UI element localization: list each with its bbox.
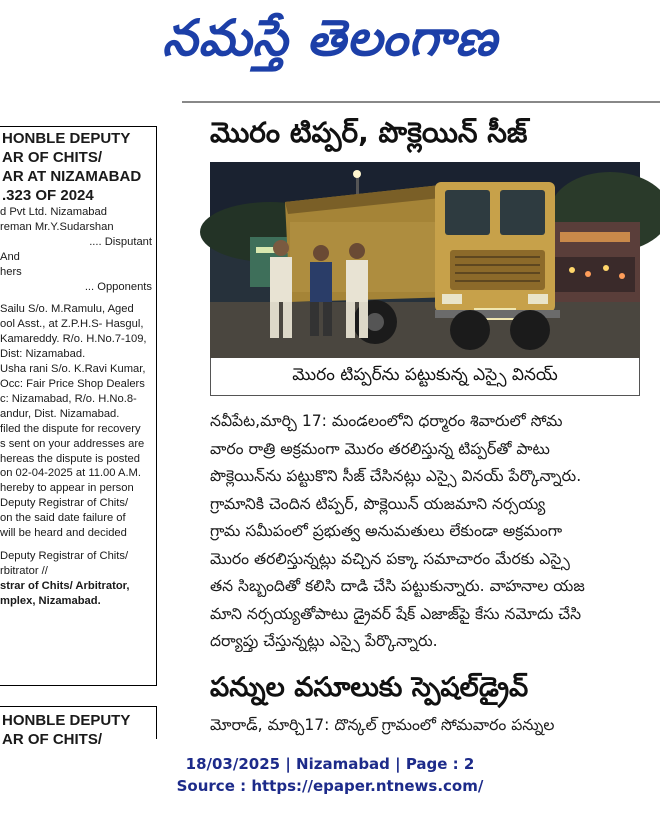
notice-line: strar of Chits/ Arbitrator,: [0, 579, 130, 592]
article-body-line: గ్రామానికి చెందిన టిప్పర్, పొక్లెయిన్ యజమాని నర్సయ్య: [210, 494, 546, 513]
news-photo: [210, 162, 640, 358]
article2-first-line: మోరాడ్, మార్చి17: దొన్కల్ గ్రామంలో సోమవారం పన్నుల: [210, 716, 555, 734]
article2-headline: పన్నుల వసూలుకు స్పెషల్‌డ్రైవ్: [210, 672, 529, 703]
masthead: [0, 0, 660, 88]
notice-heading-line: AR OF CHITS/: [2, 149, 102, 166]
notice-line: [0, 294, 156, 302]
notice-line: Dist: Nizamabad.: [0, 348, 86, 361]
notice-line: Deputy Registrar of Chits/: [0, 549, 129, 562]
article-body: [210, 408, 640, 656]
notice-line: ool Asst., at Z.P.H.S- Hasgul,: [0, 318, 144, 331]
legal-notice-2: [0, 706, 157, 748]
notice-line: reman Mr.Y.Sudarshan: [0, 220, 114, 233]
notice-heading-line: .323 OF 2024: [2, 187, 94, 204]
article-body-line: గ్రామ సమీపంలో ప్రభుత్వ అనుమతులు లేకుండా అక్రమంగా: [210, 522, 563, 540]
notice-line: c: Nizamabad, R/o. H.No.8-: [0, 392, 137, 405]
notice-line: hereby to appear in person: [0, 482, 134, 495]
notice2-heading: [0, 711, 156, 749]
notice-line: hers: [0, 265, 22, 278]
notice-line: on 02-04-2025 at 11.00 A.M.: [0, 467, 141, 480]
header-rule: [182, 101, 660, 103]
notice-line: .... Disputant: [89, 235, 152, 248]
notice-body: [0, 205, 156, 609]
article-body-line: పొక్లెయిన్‌ను పట్టుకొని సీజ్ చేసినట్లు ఎస్సై వినయ్ పేర్కొన్నారు.: [210, 467, 582, 485]
article-body-line: మొరం తరలిస్తున్నట్లు వచ్చిన పక్కా సమాచారం మేరకు ఎస్సై: [210, 549, 570, 568]
notice2-heading-line: HONBLE DEPUTY: [2, 712, 131, 729]
notice-line: [0, 541, 156, 549]
notice-line: ... Opponents: [84, 280, 152, 293]
article-body-line: తన సిబ్బందితో కలిసి దాడి చేసి పట్టుకున్నారు. వాహనాల యజ: [210, 577, 585, 595]
photo-caption: మొరం టిప్పర్‌ను పట్టుకున్న ఎస్సై వినయ్: [211, 358, 639, 395]
notice-line: mplex, Nizamabad.: [0, 594, 101, 607]
notice2-heading-line: AR OF CHITS/: [2, 731, 102, 748]
notice-heading: [0, 129, 156, 205]
article-body-line: మాని నర్సయ్యతోపాటు డ్రైవర్ షేక్ ఎజాజ్‌పై కేసు నమోదు చేసి: [210, 604, 582, 623]
notice-line: Occ: Fair Price Shop Dealers: [0, 377, 145, 390]
truck-photo: [210, 162, 640, 358]
notice-line: rbitrator //: [0, 564, 48, 577]
notice-line: will be heard and decided: [0, 527, 127, 540]
notice-line: andur, Dist. Nizamabad.: [0, 407, 120, 420]
notice-line: Deputy Registrar of Chits/: [0, 497, 129, 510]
notice-line: hereas the dispute is posted: [0, 452, 140, 465]
legal-notice: [0, 126, 157, 686]
notice-line: d Pvt Ltd. Nizamabad: [0, 206, 107, 218]
notice-heading-line: AR AT NIZAMABAD: [2, 168, 142, 185]
article-headline: మొరం టిప్పర్, పొక్లెయిన్ సీజ్: [210, 116, 528, 149]
notice-line: filed the dispute for recovery: [0, 422, 141, 435]
notice-line: s sent on your addresses are: [0, 437, 145, 450]
article-body-line: వారం రాత్రి అక్రమంగా మొరం తరలిస్తున్న టిప్పర్‌తో పాటు: [210, 439, 550, 458]
masthead-title: నమస్తే తెలంగాణ: [162, 8, 498, 67]
notice-line: Usha rani S/o. K.Ravi Kumar,: [0, 363, 146, 376]
notice-line: on the said date failure of: [0, 512, 126, 525]
notice-line: Kamareddy. R/o. H.No.7-109,: [0, 333, 147, 346]
article-body-line: దర్యాప్తు చేస్తున్నట్లు ఎస్సై పేర్కొన్నారు.: [210, 632, 438, 650]
notice-heading-line: HONBLE DEPUTY: [2, 130, 131, 147]
notice-line: And: [0, 250, 20, 263]
article-body-line: నవీపేట,మార్చి 17: మండలంలోని ధర్మారం శివారులో సోమ: [210, 412, 563, 430]
footer-source: Source : https://epaper.ntnews.com/: [176, 777, 484, 795]
footer-dateline: 18/03/2025 | Nizamabad | Page : 2: [185, 755, 475, 773]
notice-line: Sailu S/o. M.Ramulu, Aged: [0, 303, 134, 316]
